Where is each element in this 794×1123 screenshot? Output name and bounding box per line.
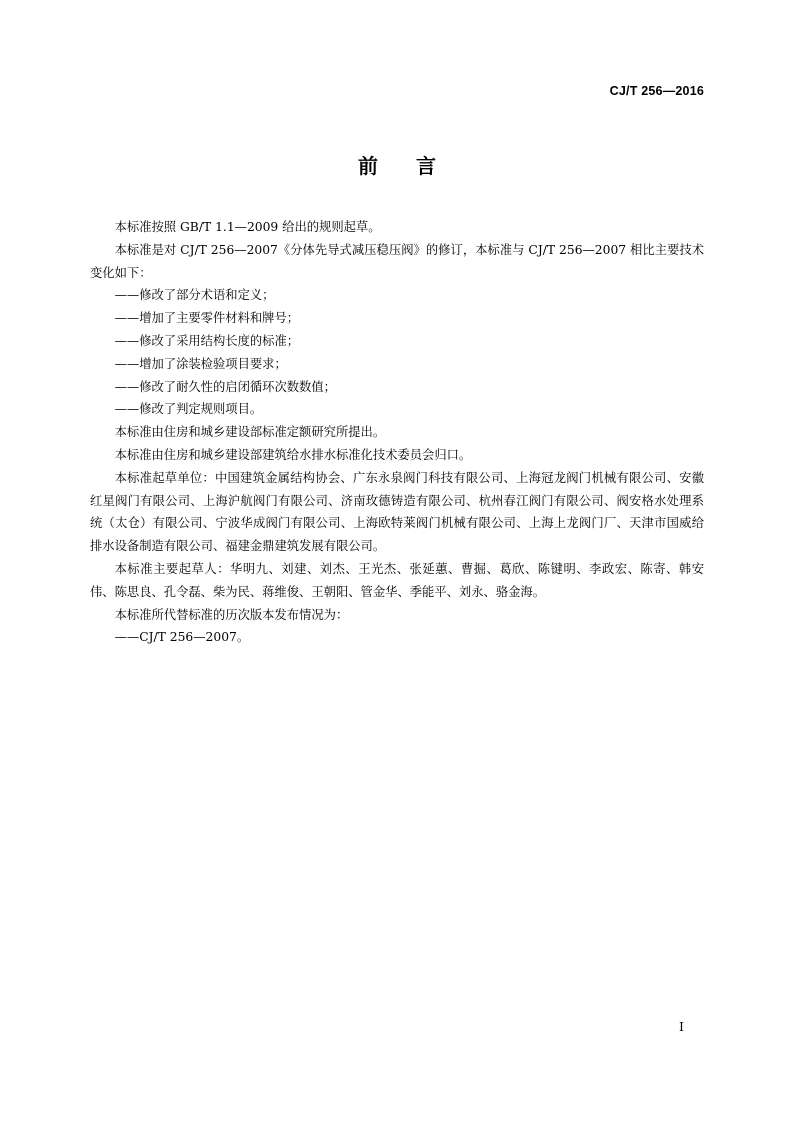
list-item: ——修改了耐久性的启闭循环次数数值； [114,379,336,394]
paragraph: 本标准是对 CJ/T 256—2007《分体先导式减压稳压阀》的修订，本标准与 CJ/T 256—2007 相比主要技术变化如下： [90,242,704,280]
list-item: ——增加了主要零件材料和牌号； [114,311,300,326]
list-item: ——修改了判定规则项目。 [114,402,263,417]
list-item: ——CJ/T 256—2007。 [114,630,250,645]
paragraph: 本标准所代替标准的历次版本发布情况为： [114,607,349,622]
list-item: ——修改了采用结构长度的标准； [114,333,300,348]
standard-code-header: CJ/T 256—2016 [609,84,704,98]
list-item: ——修改了部分术语和定义； [114,288,275,303]
page-title: 前言 [358,154,474,178]
paragraph: 本标准由住房和城乡建设部标准定额研究所提出。 [114,425,386,440]
page-number: I [679,1019,684,1034]
paragraph: 本标准由住房和城乡建设部建筑给水排水标准化技术委员会归口。 [114,447,472,462]
drafting-units-paragraph: 本标准起草单位：中国建筑金属结构协会、广东永泉阀门科技有限公司、上海冠龙阀门机械有限公司、安徽红星阀门有限公司、上海沪航阀门有限公司、济南玫德铸造有限公司、杭州春江阀门有限公司、阀安格水处理系统（太仓）有限公司、宁波华成阀门有限公司、上海欧特莱阀门机械有限公司、上海上龙阀门厂、天津市国威给排水设备制造有限公司、福建金鼎建筑发展有限公司。 [90,470,704,554]
foreword-body [90,216,704,649]
list-item: ——增加了涂装检验项目要求； [114,356,287,371]
paragraph: 本标准按照 GB/T 1.1—2009 给出的规则起草。 [114,220,381,234]
drafters-paragraph: 本标准主要起草人：华明九、刘建、刘杰、王光杰、张延蕙、曹掘、葛欣、陈键明、李政宏、陈寄、韩安伟、陈思良、孔令磊、柴为民、蒋维俊、王朝阳、管金华、季能平、刘永、骆金海。 [90,561,704,599]
